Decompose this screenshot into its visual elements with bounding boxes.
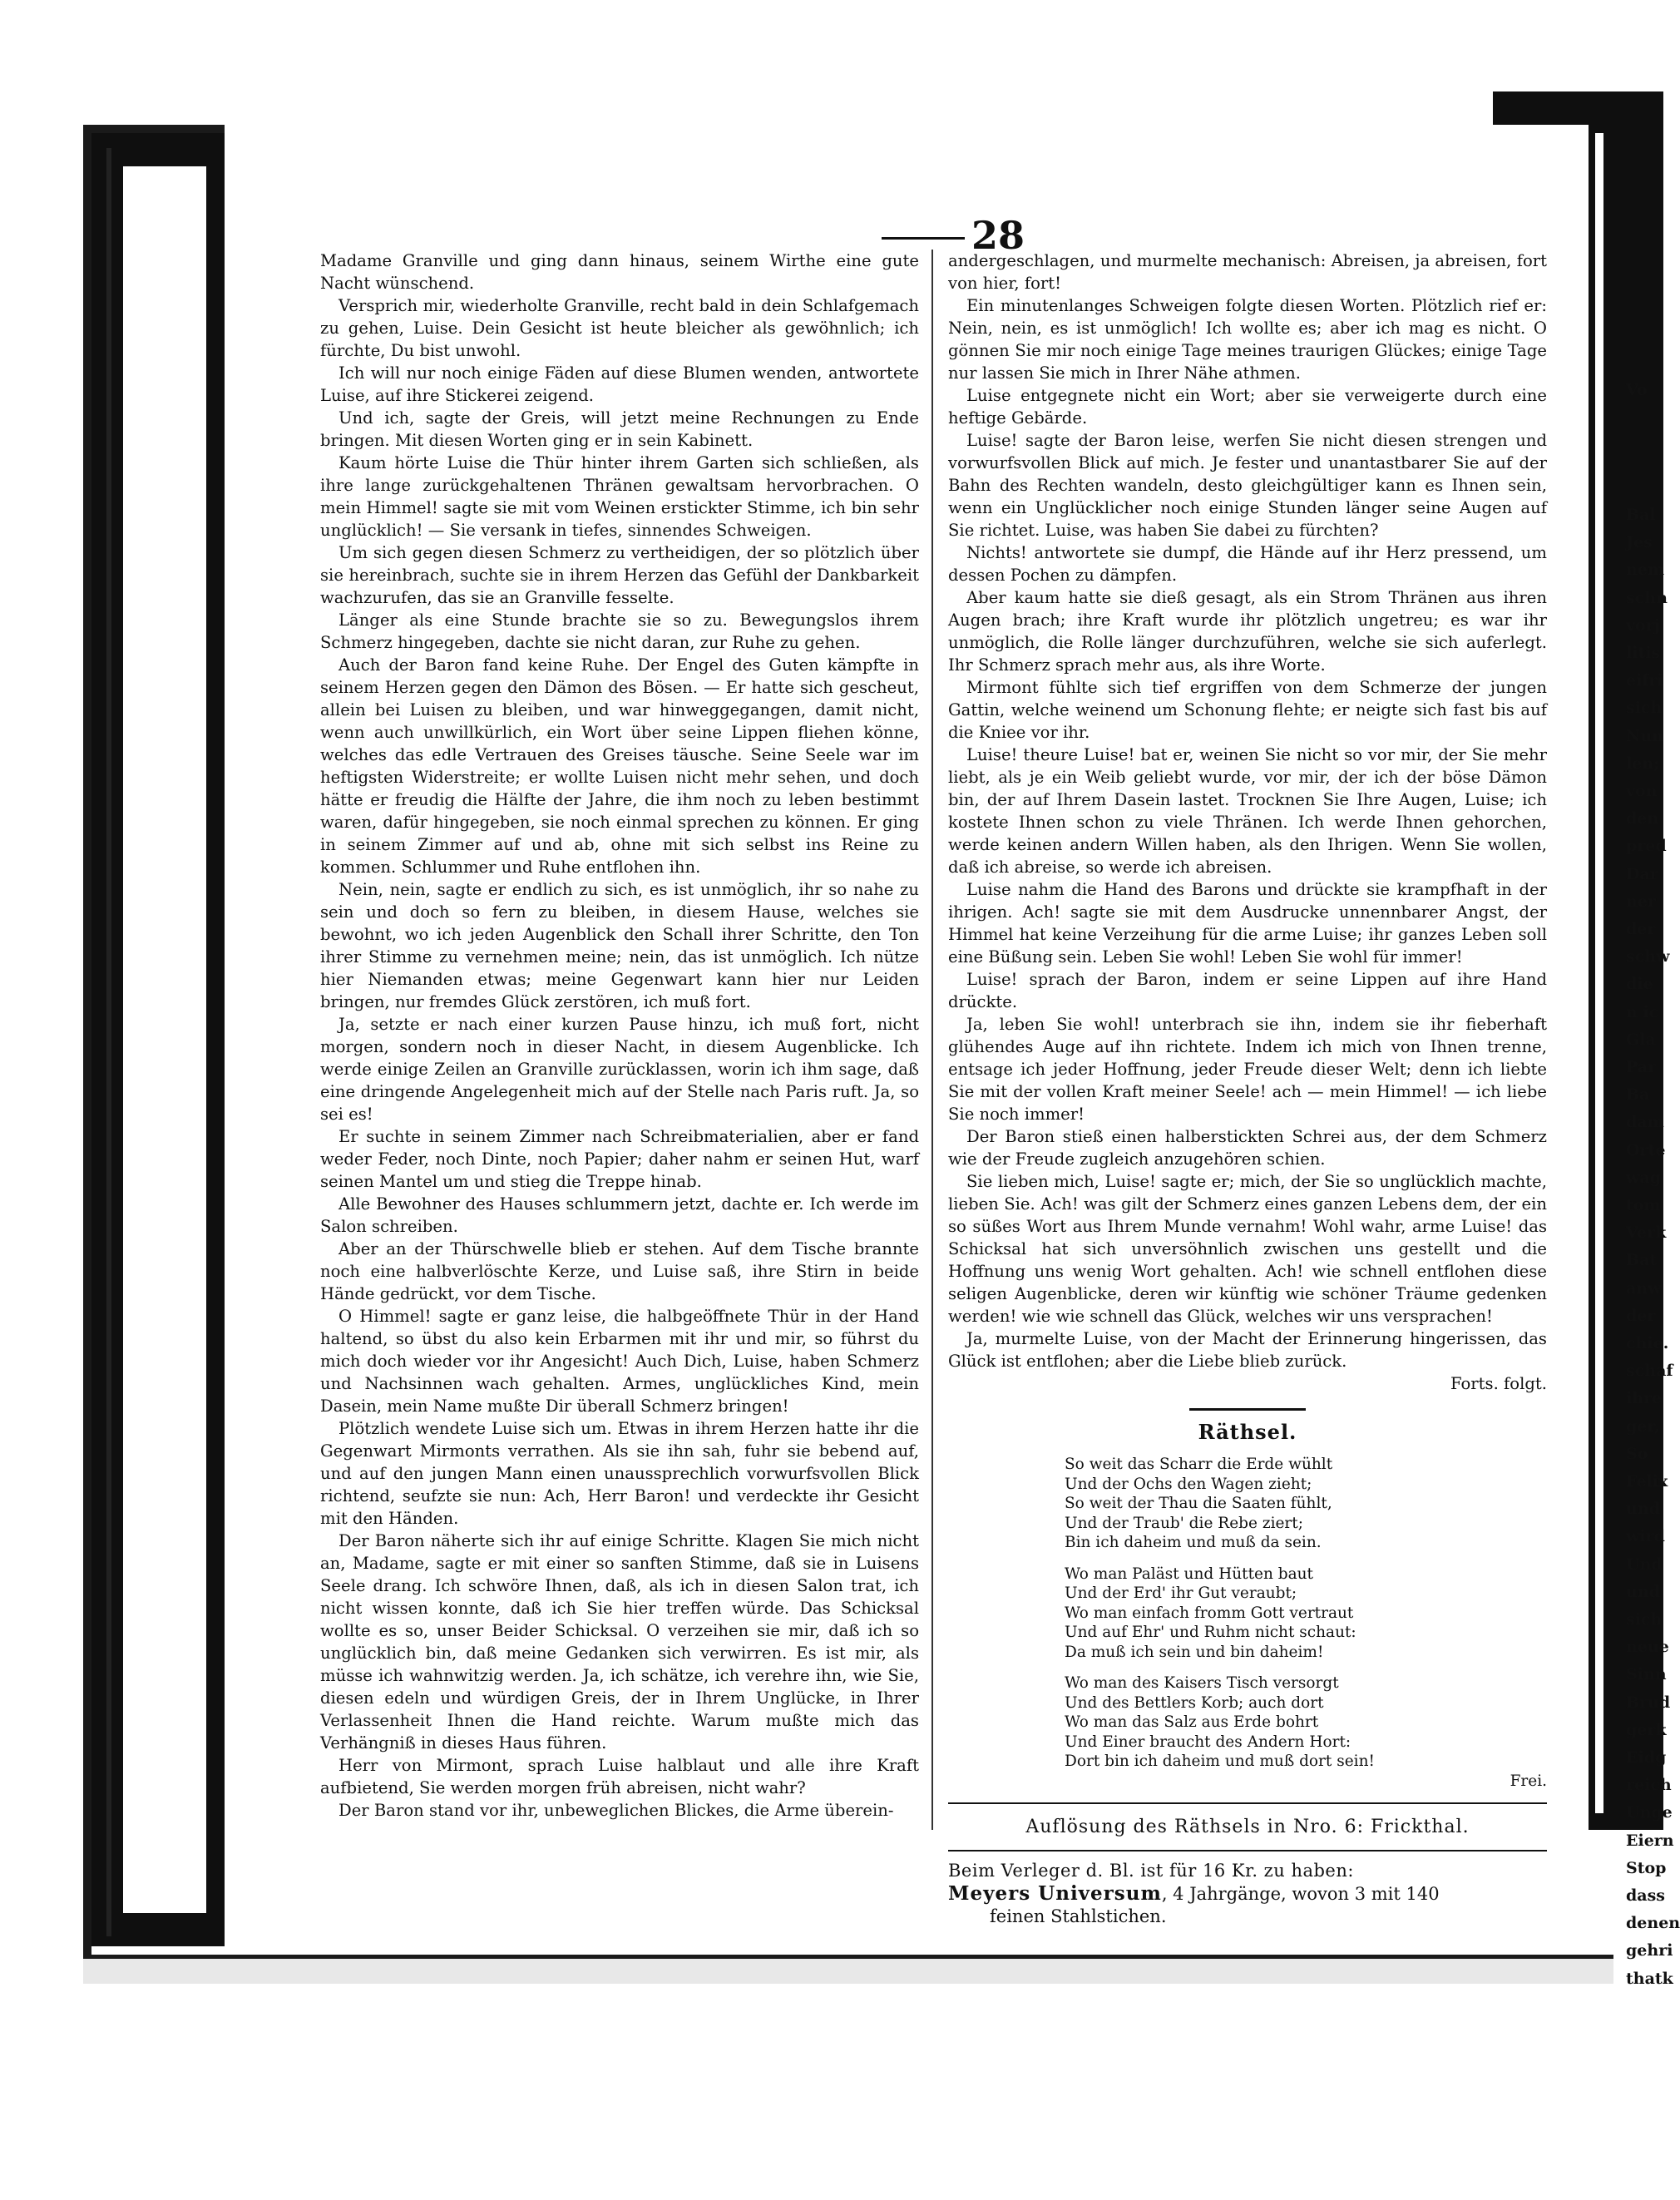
page-bottom-shadow [83, 1959, 1613, 1984]
next-page-word-fragment: nem [1626, 561, 1665, 580]
paragraph: Madame Granville und ging dann hinaus, seinem Wirthe eine gute Nacht wünschend. [320, 251, 919, 293]
verse-line: Bin ich daheim und muß da sein. [1065, 1534, 1322, 1551]
paragraph: Und ich, sagte der Greis, will jetzt meine Rechnungen zu Ende bringen. Mit diesen Worten ging er in sein Kabinett. [320, 408, 919, 450]
verse-line: Da muß ich sein und bin daheim! [1065, 1643, 1324, 1661]
next-page-word-fragment: gerk [1626, 1720, 1667, 1739]
next-page-word-fragment: Bat [1626, 1251, 1658, 1270]
verse-line: Wo man Paläst und Hütten baut [1065, 1565, 1313, 1583]
next-page-word-fragment: den [1626, 809, 1659, 828]
paragraph: andergeschlagen, und murmelte mechanisch: Abreisen, ja abreisen, fort von hier, fort! [948, 251, 1547, 293]
next-page-word-fragment: wag [1626, 1168, 1661, 1187]
riddle-author-row [1065, 1772, 1547, 1792]
left-column [320, 250, 919, 1822]
next-page-word-fragment: Ba [1626, 1085, 1650, 1105]
riddle-separator [1189, 1408, 1306, 1411]
paragraph: Herr von Mirmont, sprach Luise halblaut und alle ihre Kraft aufbietend, Sie werden morgen früh abreisen, nicht wahr? [320, 1756, 919, 1797]
next-page-word-fragment: Vo [1626, 381, 1648, 399]
next-page-word-fragment: Unge [1626, 1803, 1673, 1822]
riddle-stanza [1065, 1673, 1547, 1772]
column-divider [931, 250, 933, 1830]
next-page-word-fragment: Eiern [1626, 1831, 1674, 1850]
paragraph: Kaum hörte Luise die Thür hinter ihrem Garten sich schließen, als ihre lange zurückgehaltenen Thränen gewaltsam hervorbrachen. O mein Himmel! sagte sie mit vom Weinen erstickter Stimme, ich bin sehr unglücklich! — Sie versank in tiefes, sinnendes Schweigen. [320, 453, 919, 540]
paragraph: Luise! sprach der Baron, indem er seine Lippen auf ihre Hand drückte. [948, 970, 1547, 1011]
next-page-word-fragment: der [1626, 1306, 1656, 1325]
verse-line: Und der Ochs den Wagen zieht; [1065, 1475, 1312, 1493]
verse-line: Und des Bettlers Korb; auch dort [1065, 1693, 1324, 1712]
paragraph: Nein, nein, sagte er endlich zu sich, es ist unmöglich, ihr so nahe zu sein und doch so fern zu bleiben, in diesem Hause, welches sie bewohnt, wo ich jeden Augenblick den Schall ihrer Schritte, den Ton ihrer Stimme zu vernehmen meine; nein, das ist unmöglich. Ich nütze hier Niemanden etwas; meine Gegenwart kann hier nur Leiden bringen, nur fremdes Glück zerstören, ich muß fort. [320, 880, 919, 1011]
next-page-word-fragment: So [1626, 1444, 1648, 1463]
next-page-word-fragment: schw [1626, 947, 1670, 967]
next-page-word-fragment: Verk [1626, 1224, 1667, 1243]
next-page-word-fragment: pred [1626, 837, 1667, 856]
solution-rule-top [948, 1802, 1547, 1804]
next-page-word-fragment: dam [1626, 1113, 1664, 1132]
next-page-word-fragment: Brud [1626, 1693, 1671, 1712]
paragraph: Der Baron stieß einen halberstickten Schrei aus, der dem Schmerz wie der Freude zugleich anzugehören schien. [948, 1127, 1547, 1169]
riddle-stanza [1065, 1455, 1547, 1553]
next-page-word-fragment: n ic [1626, 1002, 1659, 1021]
next-page-word-fragment: dass [1626, 1886, 1665, 1905]
next-page-word-fragment: chie. [1626, 1334, 1669, 1352]
riddle-solution: Auflösung des Räthsels in Nro. 6: Frickthal. [1025, 1817, 1470, 1837]
next-page-word-fragment: schaf [1626, 1362, 1673, 1381]
paragraph: Länger als eine Stunde brachte sie so zu. Bewegungslos ihrem Schmerz hingegeben, dachte sie nicht daran, zur Ruhe zu gehen. [320, 611, 919, 652]
paragraph: Versprich mir, wiederholte Granville, recht bald in dein Schlafgemach zu gehen, Luise. Dein Gesicht ist heute bleicher als gewöhnlich; ich fürchte, Du bist unwohl. [320, 296, 919, 360]
paragraph: Plötzlich wendete Luise sich um. Etwas in ihrem Herzen hatte ihr die Gegenwart Mirmonts verrathen. Als sie ihn sah, fuhr sie bebend auf, und auf den jungen Mann einen unaussprechlich vorwurfsvollen Blick richtend, seufzte sie nun: Ach, Herr Baron! und verdeckte ihr Gesicht mit den Händen. [320, 1419, 919, 1528]
next-page-word-fragment: Nun [1626, 726, 1663, 745]
paragraph: Ein minutenlanges Schweigen folgte diesen Worten. Plötzlich rief er: Nein, nein, es ist unmöglich! Ich wollte es; aber ich mag es nicht. O gönnen Sie mir noch einige Tage meines traurigen Glückes; einige Tage nur lassen Sie mich in Ihrer Nähe athmen. [948, 296, 1547, 383]
page-number-underline [882, 237, 965, 240]
paragraph: Luise entgegnete nicht ein Wort; aber sie verweigerte durch eine heftige Gebärde. [948, 386, 1547, 428]
next-page-word-fragment: ihre [1626, 1389, 1663, 1408]
advertisement-line-2 [948, 1882, 1547, 1906]
solution-rule-bottom [948, 1850, 1547, 1851]
verse-line: Und auf Ehr' und Ruhm nicht schaut: [1065, 1624, 1356, 1641]
advertisement-line-2-rest: , 4 Jahrgänge, wovon 3 mit 140 [1161, 1884, 1440, 1904]
next-page-word-fragment: Und [1626, 1555, 1663, 1574]
page-number: 28 [971, 213, 1025, 258]
continuation-note-row [948, 1372, 1547, 1395]
paragraph: Luise! theure Luise! bat er, weinen Sie nicht so vor mir, der Sie mehr liebt, als je ein Weib geliebt wurde, vor mir, der ich der böse Dämon bin, der auf Ihrem Dasein lastet. Trocknen Sie Ihre Augen, Luise; ich kostete Ihnen schon zu viele Thränen. Ich werde Ihnen gehorchen, werde keinen andern Willen haben, als den Ihrigen. Wenn Sie wollen, daß ich abreise, so werde ich abreisen. [948, 745, 1547, 877]
next-page-word-fragment: neue [1626, 1638, 1669, 1657]
next-page-word-fragment: und [1626, 1582, 1660, 1601]
paragraph: Ich will nur noch einige Fäden auf diese Blumen wenden, antwortete Luise, auf ihre Stickerei zeigend. [320, 363, 919, 405]
verse-line: So weit der Thau die Saaten fühlt, [1065, 1495, 1332, 1512]
paragraph: Luise nahm die Hand des Barons und drückte sie krampfhaft in der ihrigen. Ach! sagte sie mit dem Ausdrucke unnennbarer Angst, der Himmel hat keine Verzeihung für die arme Luise; ihr ganzes Leben soll eine Büßung sein. Leben Sie wohl! Leben Sie wohl für immer! [948, 880, 1547, 967]
next-page-word-fragment: vorj [1626, 616, 1660, 635]
next-page-word-fragment: tom [1626, 1196, 1661, 1214]
next-page-word-fragment: sich [1626, 1610, 1663, 1629]
paragraph: Luise! sagte der Baron leise, werfen Sie nicht diesen strengen und vorwurfsvollen Blick auf mich. Je fester und unantastbarer Sie auf der Bahn des Rechten wandeln, desto gleichgültiger kann es Ihnen sein, wenn ein Unglücklicher noch einige Stunden länger seine Augen auf Sie richtet. Luise, was haben Sie dabei zu fürchten? [948, 431, 1547, 540]
next-page-word-fragment: und [1626, 1500, 1660, 1519]
next-page-word-fragment: denen [1626, 1914, 1680, 1933]
paragraph: Nichts! antwortete sie dumpf, die Hände auf ihr Herz pressend, um dessen Pochen zu dämpfen. [948, 543, 1547, 585]
continuation-note: Forts. folgt. [1450, 1374, 1547, 1393]
next-page-word-fragment: reich [1626, 1776, 1672, 1795]
next-page-word-fragment: der [1626, 920, 1656, 938]
next-page-word-fragment: schn [1626, 588, 1668, 607]
verse-line: Wo man einfach fromm Gott vertraut [1065, 1604, 1354, 1622]
adjacent-page-gap [1595, 133, 1603, 1813]
scan-margin-left [0, 0, 65, 2200]
paragraph: Aber kaum hatte sie dieß gesagt, als ein Strom Thränen aus ihren Augen brach; ihre Kraft wurde ihr plötzlich ungetreu; es war ihr unmöglich, die Rolle länger durchzuführen, welche sie sich auferlegt. Ihr Schmerz sprach mehr aus, als ihre Worte. [948, 588, 1547, 675]
verse-line: Wo man des Kaisers Tisch versorgt [1065, 1674, 1339, 1692]
next-page-word-fragment: Dar [1626, 864, 1658, 883]
next-page-word-fragment: Orte [1626, 1140, 1666, 1159]
advertisement-brand: Meyers Universum [948, 1882, 1162, 1905]
next-page-word-fragment: Par [1626, 1058, 1657, 1076]
next-page-word-fragment: Felix [1626, 1472, 1668, 1491]
right-column [948, 250, 1547, 1928]
paragraph: Auch der Baron fand keine Ruhe. Der Engel des Guten kämpfte in seinem Herzen gegen den Dämon des Bösen. — Er hatte sich gescheut, allein bei Luisen zu bleiben, und war hinweggegangen, damit nicht, wenn auch unwillkürlich, ein Wort über seine Lippen fliehen könne, welches das edle Vertrauen des Greises täusche. Seine Seele war im heftigsten Widerstreite; er wollte Luisen nicht mehr sehen, und doch hätte er freudig die Hälfte der Jahre, die ihm noch zu leben bestimmt waren, dafür hingegeben, sie noch einmal sprechen zu können. Er ging in seinem Zimmer auf und ab, ohne mit sich selbst ins Reine zu kommen. Schlummer und Ruhe entflohen ihn. [320, 655, 919, 877]
riddle-author: Frei. [1510, 1772, 1547, 1790]
verse-line: Und Einer braucht des Andern Hort: [1065, 1733, 1351, 1751]
next-page-word-fragment: Stop [1626, 1858, 1667, 1877]
paragraph: Um sich gegen diesen Schmerz zu vertheidigen, der so plötzlich über sie hereinbrach, suchte sie in ihrem Herzen das Gefühl der Dankbarkeit wachzurufen, das sie an Granville fesselte. [320, 543, 919, 607]
paragraph: Der Baron stand vor ihr, unbeweglichen Blickes, die Arme überein- [338, 1801, 894, 1820]
paragraph: Alle Bewohner des Hauses schlummern jetzt, dachte er. Ich werde im Salon schreiben. [320, 1194, 919, 1236]
paragraph: O Himmel! sagte er ganz leise, die halbgeöffnete Thür in der Hand haltend, so übst du also kein Erbarmen mit ihr und mir, so führst du mich doch wieder vor ihr Angesicht! Auch Dich, Luise, haben Schmerz und Nachsinnen wach gehalten. Armes, unglückliches Kind, mein Dasein, mein Name mußte Dir überall Schmerz bringen! [320, 1307, 919, 1416]
next-page-word-fragment: eifri [1626, 671, 1663, 690]
advertisement-line-3: feinen Stahlstichen. [990, 1906, 1167, 1926]
next-page-word-fragment: ner [1626, 892, 1656, 911]
paragraph: Ja, setzte er nach einer kurzen Pause hinzu, ich muß fort, nicht morgen, sondern noch in dieser Nacht, in diesem Augenblicke. Ich werde einige Zeilen an Granville zurücklassen, worin ich ihm sage, daß eine dringende Angelegenheit mich auf der Stelle nach Paris ruft. Ja, so sei es! [320, 1015, 919, 1124]
next-page-word-fragment: Bal [1626, 506, 1656, 524]
next-page-word-fragment: Sinn [1626, 1665, 1667, 1684]
paragraph: Sie lieben mich, Luise! sagte er; mich, der Sie so unglücklich machte, lieben Sie. Ach! was gilt der Schmerz eines ganzen Lebens dem, der ein so süßes Wort aus Ihrem Munde vernahm! Wohl wahr, arme Luise! das Schicksal hat sich unversöhnlich zwischen uns gestellt und die Hoffnung uns wenig Wort gehalten. Ach! wie schnell entflohen diese seligen Augenblicke, deren wir künftig wie schöner Träume gedenken werden! wie wie schnell das Glück, welches wir uns versprachen! [948, 1172, 1547, 1326]
riddle-poem [948, 1455, 1547, 1772]
next-page-word-fragment: von [1626, 782, 1658, 800]
next-page-word-fragment: sich [1626, 699, 1663, 718]
verse-line: Und der Erd' ihr Gut veraubt; [1065, 1584, 1297, 1602]
paragraph: Er suchte in seinem Zimmer nach Schreibmaterialien, aber er fand weder Feder, noch Dinte, noch Papier; daher nahm er seinen Hut, warf seinen Mantel um und stieg die Treppe hinab. [320, 1127, 919, 1191]
next-page-word-fragment: anw [1626, 1278, 1662, 1298]
verse-line: Und der Traub' die Rebe ziert; [1065, 1514, 1303, 1532]
verse-line: Wo man das Salz aus Erde bohrt [1065, 1713, 1319, 1731]
page-frame-inner-rule [106, 148, 140, 1936]
next-page-word-fragment: die [1626, 975, 1653, 994]
next-page-word-fragment: Jes [1626, 533, 1653, 552]
next-page-word-fragment: ger, [1626, 1416, 1660, 1436]
closing-paragraph-block [948, 1327, 1547, 1372]
next-page-word-fragment: litis [1626, 644, 1661, 662]
riddle-stanza [1065, 1565, 1547, 1663]
paragraph: Der Baron näherte sich ihr auf einige Schritte. Klagen Sie mich nicht an, Madame, sagte er mit einer so sanften Stimme, daß sie in Luisens Seele drang. Ich schwöre Ihnen, daß, als ich in diesen Salon trat, ich nicht wissen konnte, daß ich Sie hier treffen würde. Das Schicksal wollte es so, unser Beider Schicksal. O verzeihen sie mir, daß ich so unglücklich bin, daß meine Gedanken sich verwirren. Es ist mir, als müsse ich wahnwitzig werden. Ja, ich schätze, ich verehre ihn, wie Sie, diesen edeln und würdigen Greis, der in Ihrem Unglücke, in Ihrer Verlassenheit Ihnen die Hand reichte. Warum mußte mich das Verhängniß in dieses Haus führen. [320, 1531, 919, 1753]
scan-margin-top [0, 0, 1663, 91]
paragraph: Mirmont fühlte sich tief ergriffen von dem Schmerze der jungen Gattin, welche weinend um Schonung flehte; er neigte sich fast bis auf die Kniee vor ihr. [948, 678, 1547, 742]
next-page-word-fragment: wird [1626, 1527, 1665, 1546]
verse-line: Dort bin ich daheim und muß dort sein! [1065, 1753, 1375, 1770]
next-page-word-fragment: thatk [1626, 1969, 1673, 1988]
next-page-word-fragment: Eidg [1626, 1748, 1667, 1767]
advertisement-line-1: Beim Verleger d. Bl. ist für 16 Kr. zu haben: [948, 1861, 1354, 1881]
paragraph: Ja, leben Sie wohl! unterbrach sie ihn, indem sie ihr fieberhaft glühendes Auge auf ihn richtete. Indem ich mich von Ihnen trenne, entsage ich jeder Hoffnung, jeder Freude dieser Welt; denn ich liebte Sie mit der vollen Kraft meiner Seele! ach — mein Himmel! — ich liebe Sie noch immer! [948, 1015, 1547, 1124]
next-page-word-fragment: Gla [1626, 1030, 1656, 1049]
paragraph: Aber an der Thürschwelle blieb er stehen. Auf dem Tische brannte noch eine halbverlöschte Kerze, und Luise saß, ihre Stirn in beide Hände gedrückt, vor dem Tische. [320, 1239, 919, 1303]
closing-paragraph: Ja, murmelte Luise, von der Macht der Erinnerung hingerissen, das Glück ist entflohen; aber die Liebe blieb zurück. [948, 1329, 1547, 1371]
next-page-word-fragment: len; [1626, 754, 1660, 773]
right-column-paragraphs [948, 250, 1547, 1327]
verse-line: So weit das Scharr die Erde wühlt [1065, 1456, 1333, 1473]
riddle-title: Räthsel. [1198, 1420, 1297, 1444]
next-page-word-fragment: gehri [1626, 1941, 1673, 1960]
